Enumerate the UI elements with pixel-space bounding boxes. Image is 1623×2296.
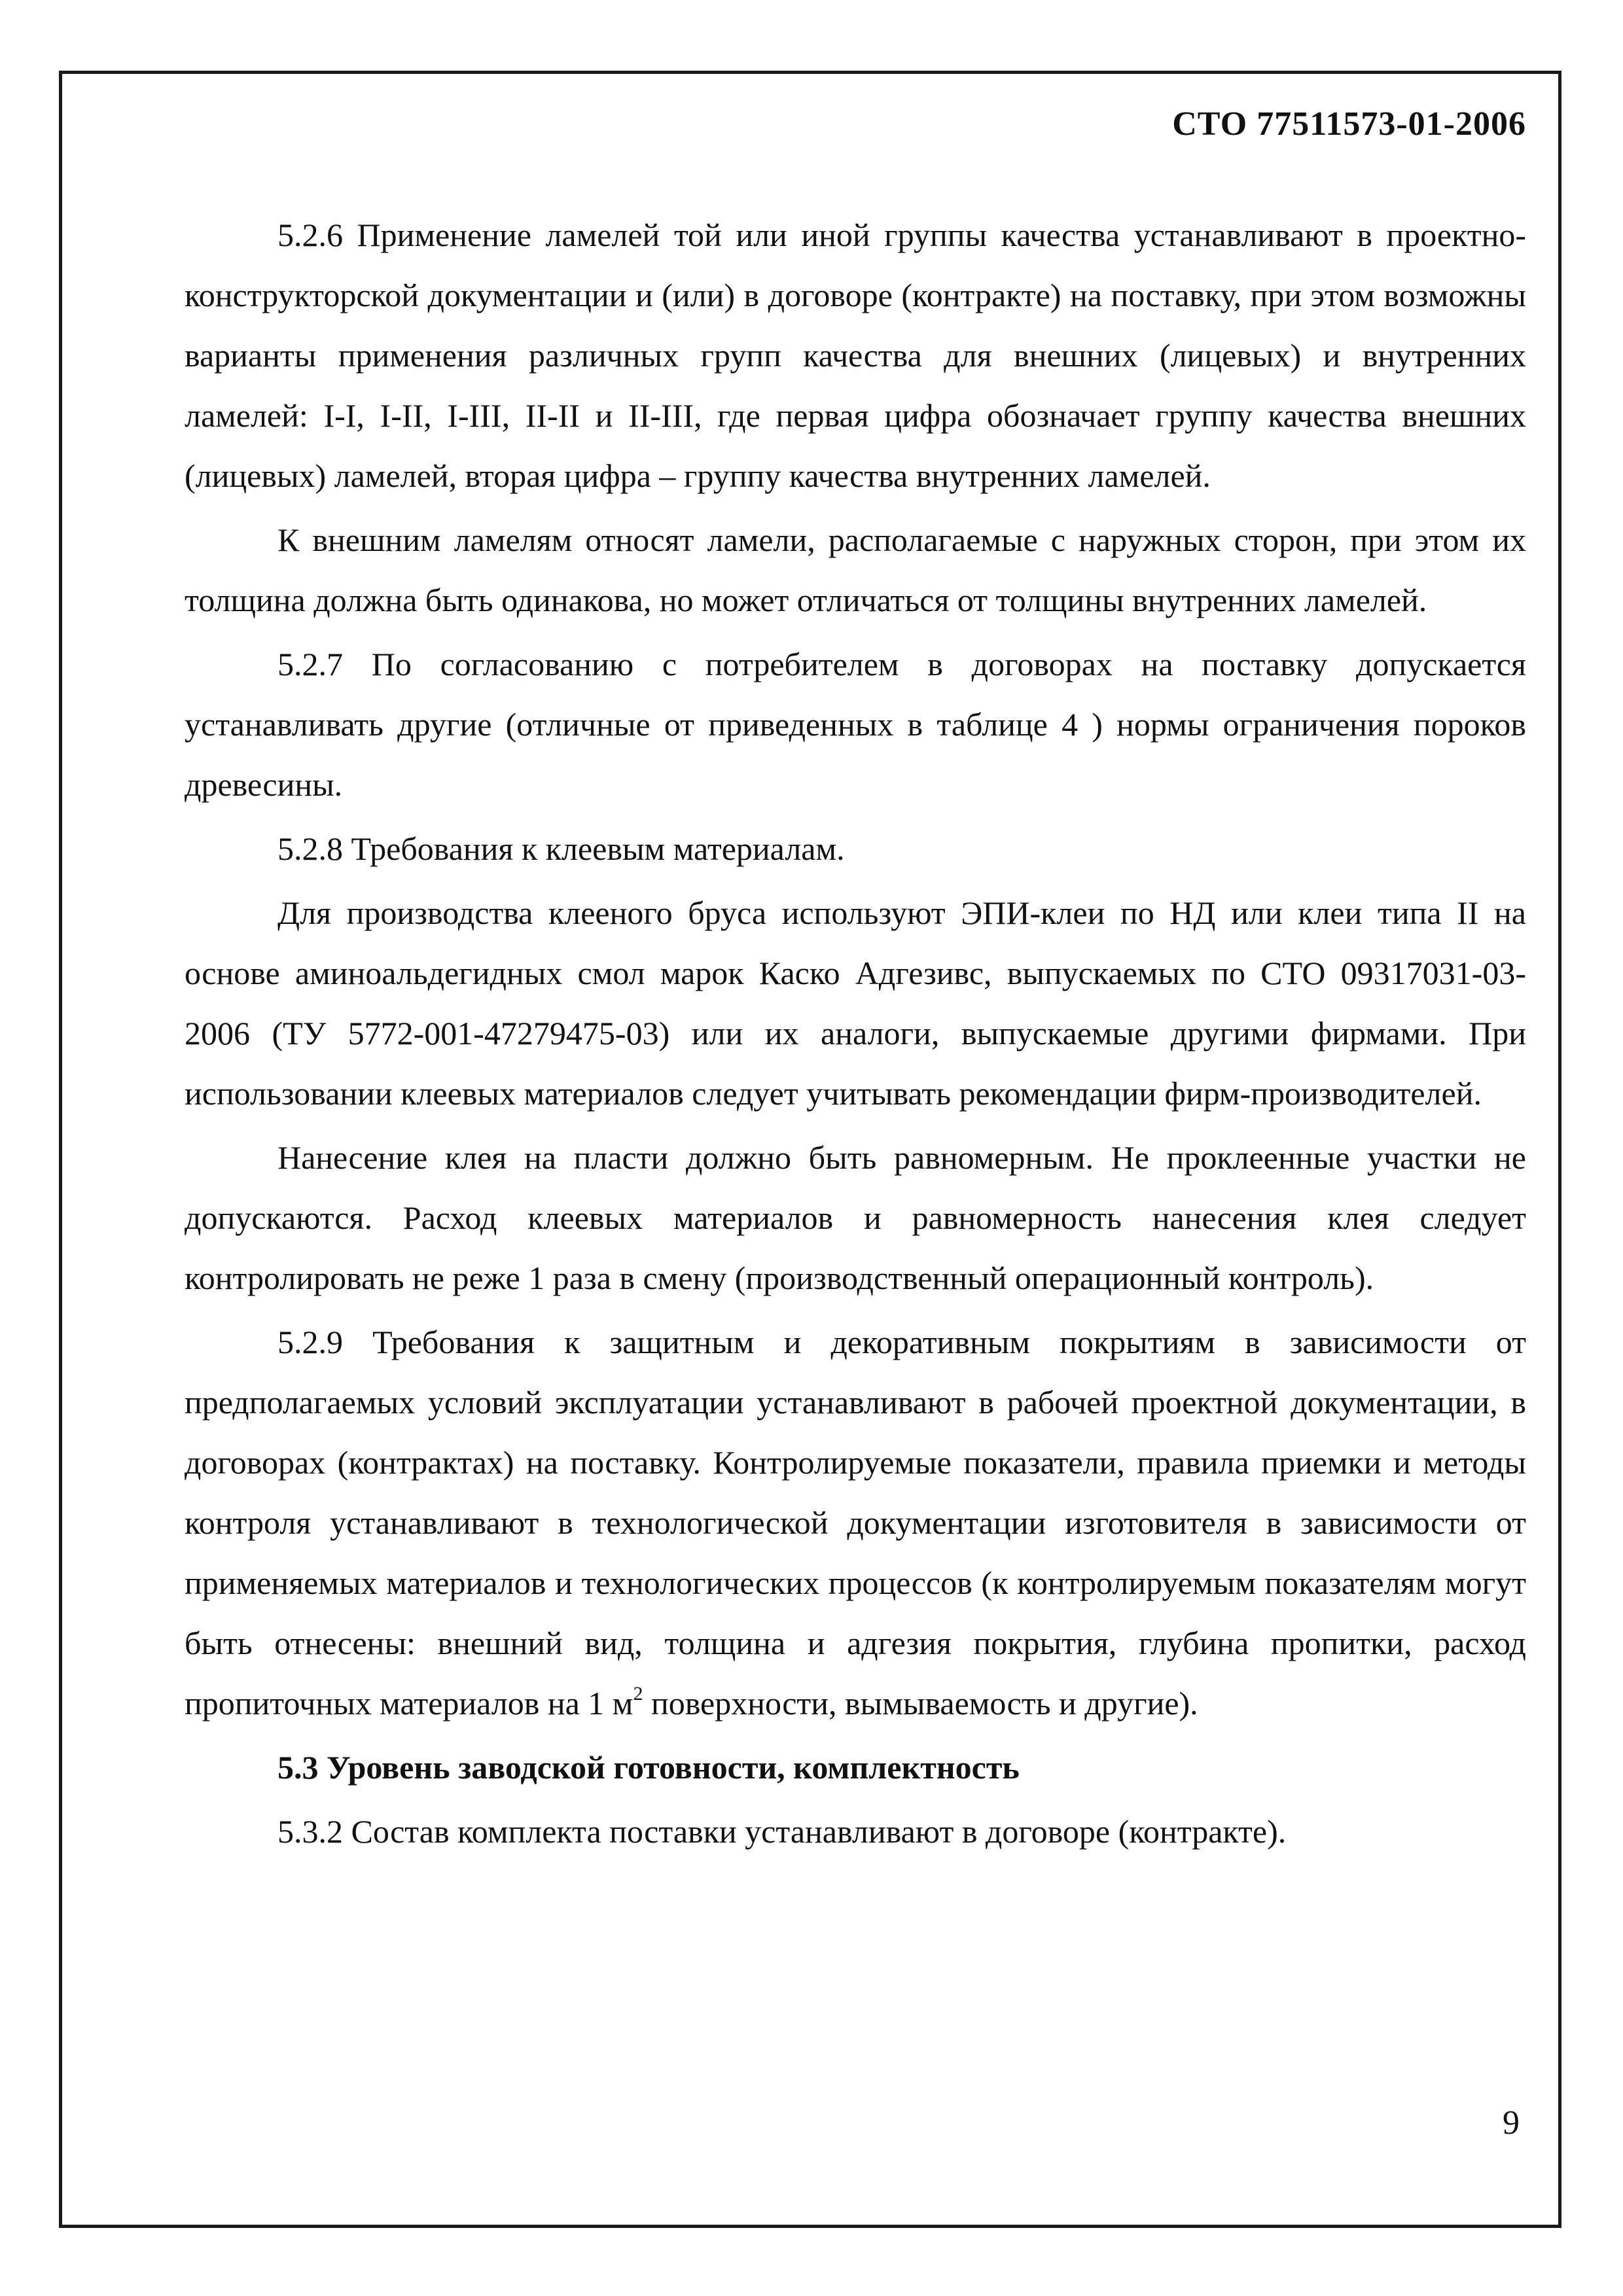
paragraph-5-2-9-tail: поверхности, вымываемость и другие). — [643, 1685, 1198, 1722]
paragraph-5-3-2: 5.3.2 Состав комплекта поставки устанавливают в договоре (контракте). — [277, 1813, 1287, 1850]
paragraph-adhesives: Для производства клееного бруса используют ЭПИ-клеи по НД или клеи типа II на основе аминоальдегидных смол марок Каско Адгезивс, выпускаемых по СТО 09317031-03-2006 (ТУ 5772-001-47279475-03) или их аналоги, выпускаемые другими фирмами. При использовании клеевых материалов следует учитывать рекомендации фирм-производителей. — [185, 894, 1526, 1112]
section-heading-5-3: 5.3 Уровень заводской готовности, комплектность — [277, 1749, 1020, 1786]
paragraph-5-2-8: 5.2.8 Требования к клеевым материалам. — [277, 830, 845, 867]
document-body — [185, 205, 1526, 1865]
paragraph-outer-lamellas: К внешним ламелям относят ламели, располагаемые с наружных сторон, при этом их толщина должна быть одинакова, но может отличаться от толщины внутренних ламелей. — [185, 521, 1526, 618]
document-code-header: СТО 77511573-01-2006 — [1172, 105, 1526, 143]
page-number: 9 — [1503, 2104, 1520, 2142]
paragraph-5-2-9 — [185, 1312, 1526, 1733]
paragraph-5-2-9-text: 5.2.9 Требования к защитным и декоративным покрытиям в зависимости от предполагаемых условий эксплуатации устанавливают в рабочей проектной документации, в договорах (контрактах) на поставку. Контролируемые показатели, правила приемки и методы контроля устанавливают в технологической документации изготовителя в зависимости от применяемых материалов и технологических процессов (к контролируемым показателям могут быть отнесены: внешний вид, толщина и адгезия покрытия, глубина пропитки, расход пропиточных материалов на 1 м — [185, 1324, 1526, 1722]
paragraph-5-2-7: 5.2.7 По согласованию с потребителем в договорах на поставку допускается устанавливать другие (отличные от приведенных в таблице 4 ) нормы ограничения пороков древесины. — [185, 646, 1526, 803]
superscript-square: 2 — [633, 1683, 643, 1704]
paragraph-5-2-6: 5.2.6 Применение ламелей той или иной группы качества устанавливают в проектно-конструкторской документации и (или) в договоре (контракте) на поставку, при этом возможны варианты применения различных групп качества для внешних (лицевых) и внутренних ламелей: I-I, I-II, I-III, II-II и II-III, где первая цифра обозначает группу качества внешних (лицевых) ламелей, вторая цифра – группу качества внутренних ламелей. — [185, 217, 1526, 494]
paragraph-glue-application: Нанесение клея на пласти должно быть равномерным. Не проклеенные участки не допускаются. Расход клеевых материалов и равномерность нанесения клея следует контролировать не реже 1 раза в смену (производственный операционный контроль). — [185, 1139, 1526, 1296]
